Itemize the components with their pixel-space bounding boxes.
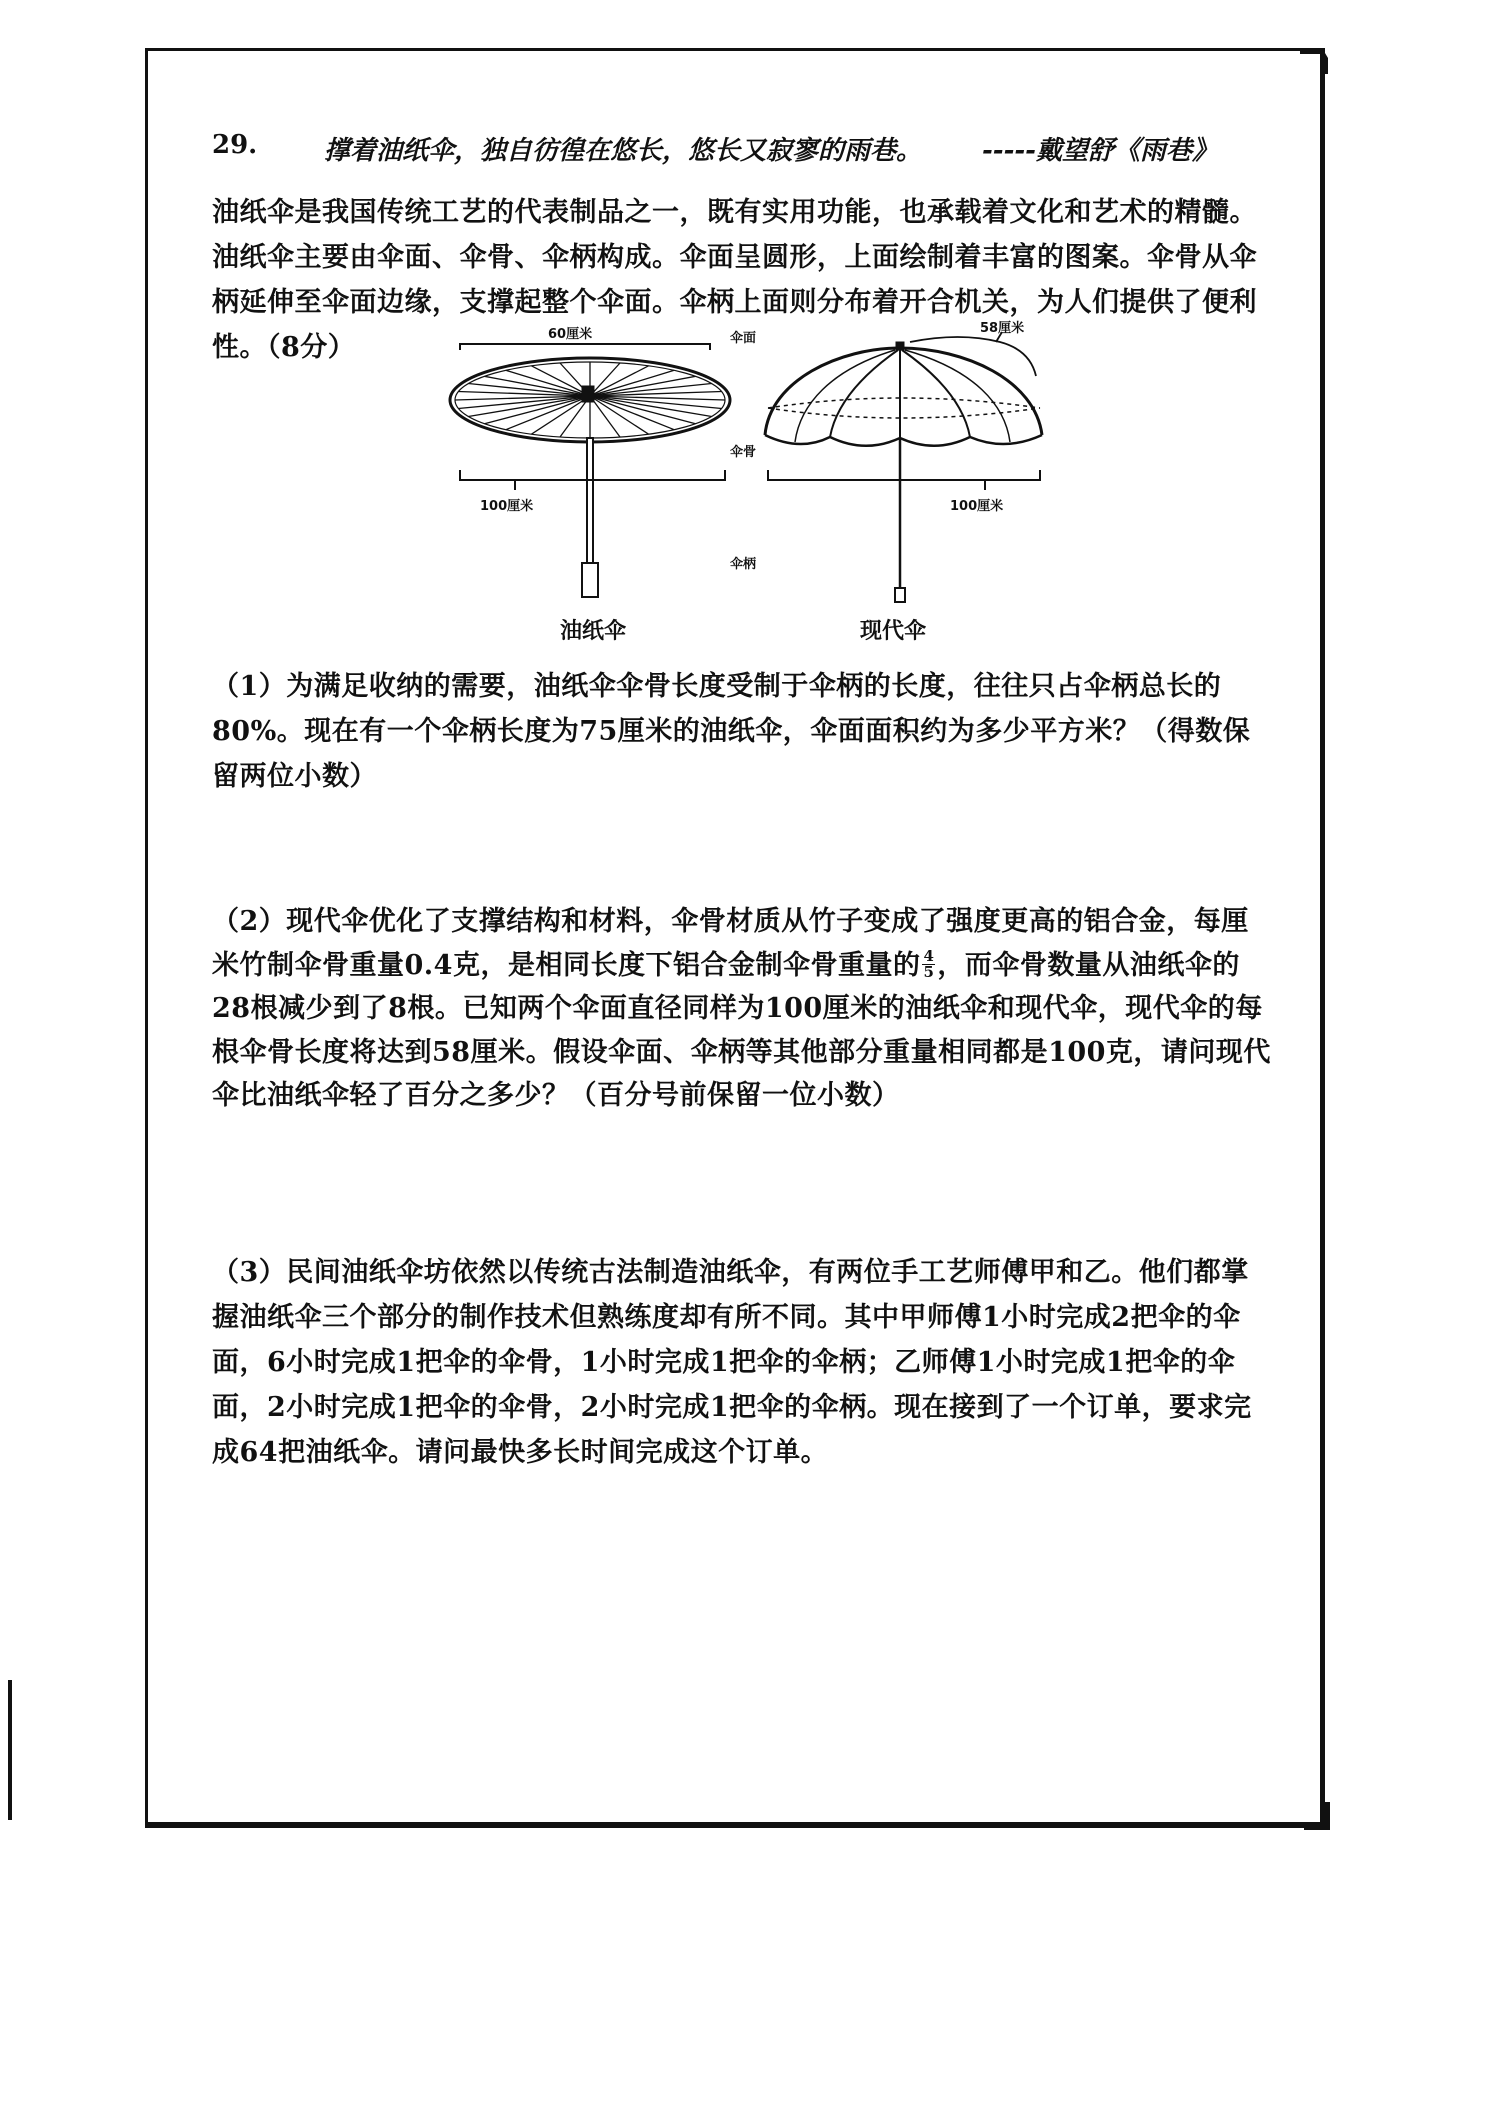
caption-oil-paper-umbrella: 油纸伞	[560, 619, 627, 644]
label-handle: 伞柄	[730, 557, 757, 572]
question-1: （1）为满足收纳的需要，油纸伞伞骨长度受制于伞柄的长度，往往只占伞柄总长的80%。现在有一个伞柄长度为75厘米的油纸伞，伞面面积约为多少平方米？（得数保留两位小数）	[212, 671, 1251, 792]
modern-umbrella	[765, 332, 1042, 602]
fraction-numerator: 4	[923, 946, 935, 965]
poem-quote: 撑着油纸伞，独自彷徨在悠长，悠长又寂寥的雨巷。	[324, 136, 923, 166]
oil-paper-umbrella	[450, 344, 730, 597]
label-60cm: 60厘米	[548, 327, 593, 342]
intro-paragraph: 油纸伞是我国传统工艺的代表制品之一，既有实用功能，也承载着文化和艺术的精髓。油纸伞主要由伞面、伞骨、伞柄构成。伞面呈圆形，上面绘制着丰富的图案。伞骨从伞柄延伸至伞面边缘，支撑起整个伞面。伞柄上面则分布着开合机关，为人们提供了便利性。（8分）	[212, 197, 1257, 363]
question-2-text-b: ，而伞骨数量从油纸伞的28根减少到了8根。已知两个伞面直径同样为100厘米的油纸伞和现代伞，现代伞的每根伞骨长度将达到58厘米。假设伞面、伞柄等其他部分重量相同都是100克，请问现代伞比油纸伞轻了百分之多少？（百分号前保留一位小数）	[212, 949, 1271, 1111]
folded-corner-bottom-right	[1304, 1802, 1330, 1832]
caption-modern-umbrella: 现代伞	[860, 619, 927, 644]
question-3: （3）民间油纸伞坊依然以传统古法制造油纸伞，有两位手工艺师傅甲和乙。他们都掌握油纸伞三个部分的制作技术但熟练度却有所不同。其中甲师傅1小时完成2把伞的伞面，6小时完成1把伞的伞骨，1小时完成1把伞的伞柄；乙师傅1小时完成1把伞的伞面，2小时完成1把伞的伞骨，2小时完成1把伞的伞柄。现在接到了一个订单，要求完成64把油纸伞。请问最快多长时间完成这个订单。	[212, 1257, 1252, 1468]
canopy-rib	[531, 396, 590, 434]
label-ribs: 伞骨	[730, 445, 757, 460]
umbrella-diagram	[440, 320, 1060, 650]
label-right-100cm: 100厘米	[950, 499, 1004, 514]
folded-corner-top-right	[1300, 44, 1330, 74]
question-number: 29.	[212, 130, 258, 160]
canopy-rib	[590, 396, 696, 424]
question-header	[212, 130, 1272, 170]
label-canopy: 伞面	[730, 331, 757, 346]
canopy-rib	[590, 396, 649, 434]
canopy-rib	[485, 396, 591, 424]
label-58cm: 58厘米	[980, 321, 1025, 336]
fraction-four-fifths	[922, 946, 935, 981]
scan-margin-mark	[8, 1680, 12, 1820]
question-2-text-a: （2）现代伞优化了支撑结构和材料，伞骨材质从竹子变成了强度更高的铝合金，每厘米竹制伞骨重量0.4克，是相同长度下铝合金制伞骨重量的	[212, 906, 1249, 981]
question-2	[212, 900, 1272, 1118]
label-left-100cm: 100厘米	[480, 499, 534, 514]
fraction-denominator: 5	[923, 962, 935, 981]
poem-attribution: -----戴望舒《雨巷》	[982, 136, 1218, 166]
